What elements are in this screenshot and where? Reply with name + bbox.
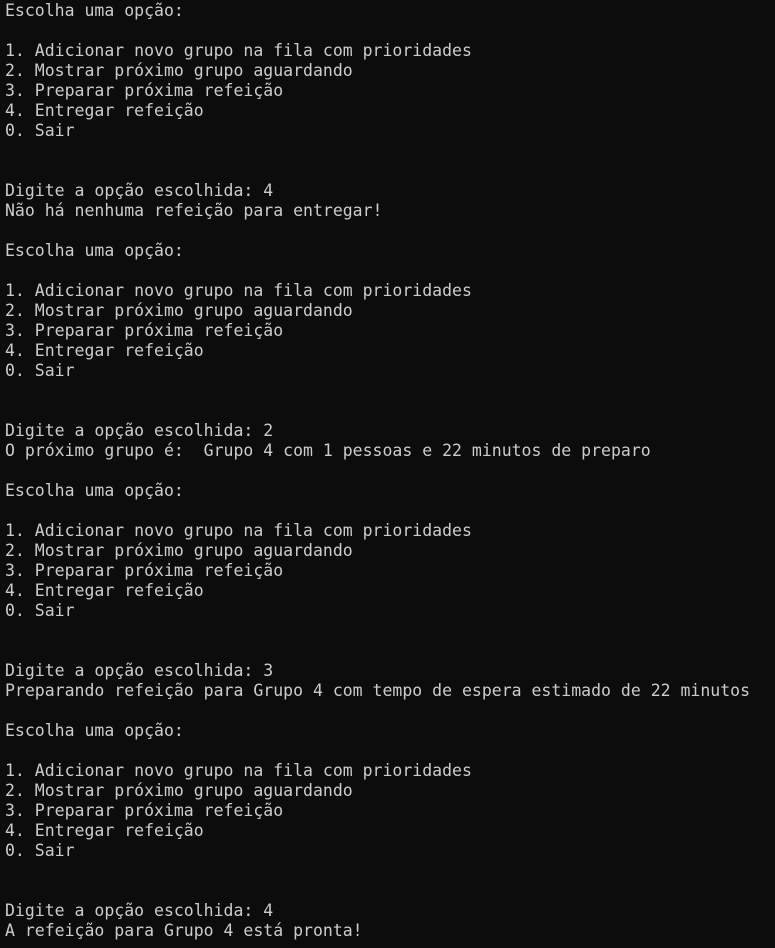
blank-line — [5, 881, 775, 901]
terminal-line: 2. Mostrar próximo grupo aguardando — [5, 61, 353, 80]
terminal-line: 4. Entregar refeição — [5, 821, 204, 840]
terminal-line: Escolha uma opção: — [5, 721, 184, 740]
blank-line — [5, 401, 775, 421]
terminal-line: 4. Entregar refeição — [5, 101, 204, 120]
blank-line — [5, 381, 775, 401]
terminal-line: 4. Entregar refeição — [5, 341, 204, 360]
terminal-line: 2. Mostrar próximo grupo aguardando — [5, 541, 353, 560]
terminal-line: 3. Preparar próxima refeição — [5, 81, 284, 100]
blank-line — [5, 161, 775, 181]
terminal-line: O próximo grupo é: Grupo 4 com 1 pessoas e 22 minutos de preparo — [5, 441, 651, 460]
terminal-line: 3. Preparar próxima refeição — [5, 561, 284, 580]
blank-line — [5, 861, 775, 881]
blank-line — [5, 741, 775, 761]
terminal-line: 1. Adicionar novo grupo na fila com prioridades — [5, 281, 472, 300]
terminal-line: 3. Preparar próxima refeição — [5, 321, 284, 340]
terminal-line: 1. Adicionar novo grupo na fila com prioridades — [5, 521, 472, 540]
blank-line — [5, 461, 775, 481]
terminal-line: Digite a opção escolhida: 4 — [5, 181, 274, 200]
blank-line — [5, 701, 775, 721]
blank-line — [5, 221, 775, 241]
blank-line — [5, 141, 775, 161]
terminal-line: 0. Sair — [5, 361, 75, 380]
terminal-line: Escolha uma opção: — [5, 241, 184, 260]
terminal-line: 2. Mostrar próximo grupo aguardando — [5, 781, 353, 800]
blank-line — [5, 21, 775, 41]
blank-line — [5, 621, 775, 641]
terminal-line: Digite a opção escolhida: 3 — [5, 661, 274, 680]
blank-line — [5, 641, 775, 661]
terminal-line: 4. Entregar refeição — [5, 581, 204, 600]
terminal-line: 0. Sair — [5, 841, 75, 860]
blank-line — [5, 261, 775, 281]
terminal-line: Preparando refeição para Grupo 4 com tempo de espera estimado de 22 minutos — [5, 681, 751, 700]
terminal-line: Escolha uma opção: — [5, 1, 184, 20]
blank-line — [5, 501, 775, 521]
terminal-line: Digite a opção escolhida: 4 — [5, 901, 274, 920]
terminal-line: 1. Adicionar novo grupo na fila com prioridades — [5, 761, 472, 780]
terminal-line: A refeição para Grupo 4 está pronta! — [5, 921, 363, 940]
terminal-line: Não há nenhuma refeição para entregar! — [5, 201, 383, 220]
terminal-line: Digite a opção escolhida: 2 — [5, 421, 274, 440]
terminal-line: 0. Sair — [5, 601, 75, 620]
terminal-line: 3. Preparar próxima refeição — [5, 801, 284, 820]
terminal-line: 2. Mostrar próximo grupo aguardando — [5, 301, 353, 320]
terminal-line: Escolha uma opção: — [5, 481, 184, 500]
terminal-line: 1. Adicionar novo grupo na fila com prioridades — [5, 41, 472, 60]
terminal-line: 0. Sair — [5, 121, 75, 140]
